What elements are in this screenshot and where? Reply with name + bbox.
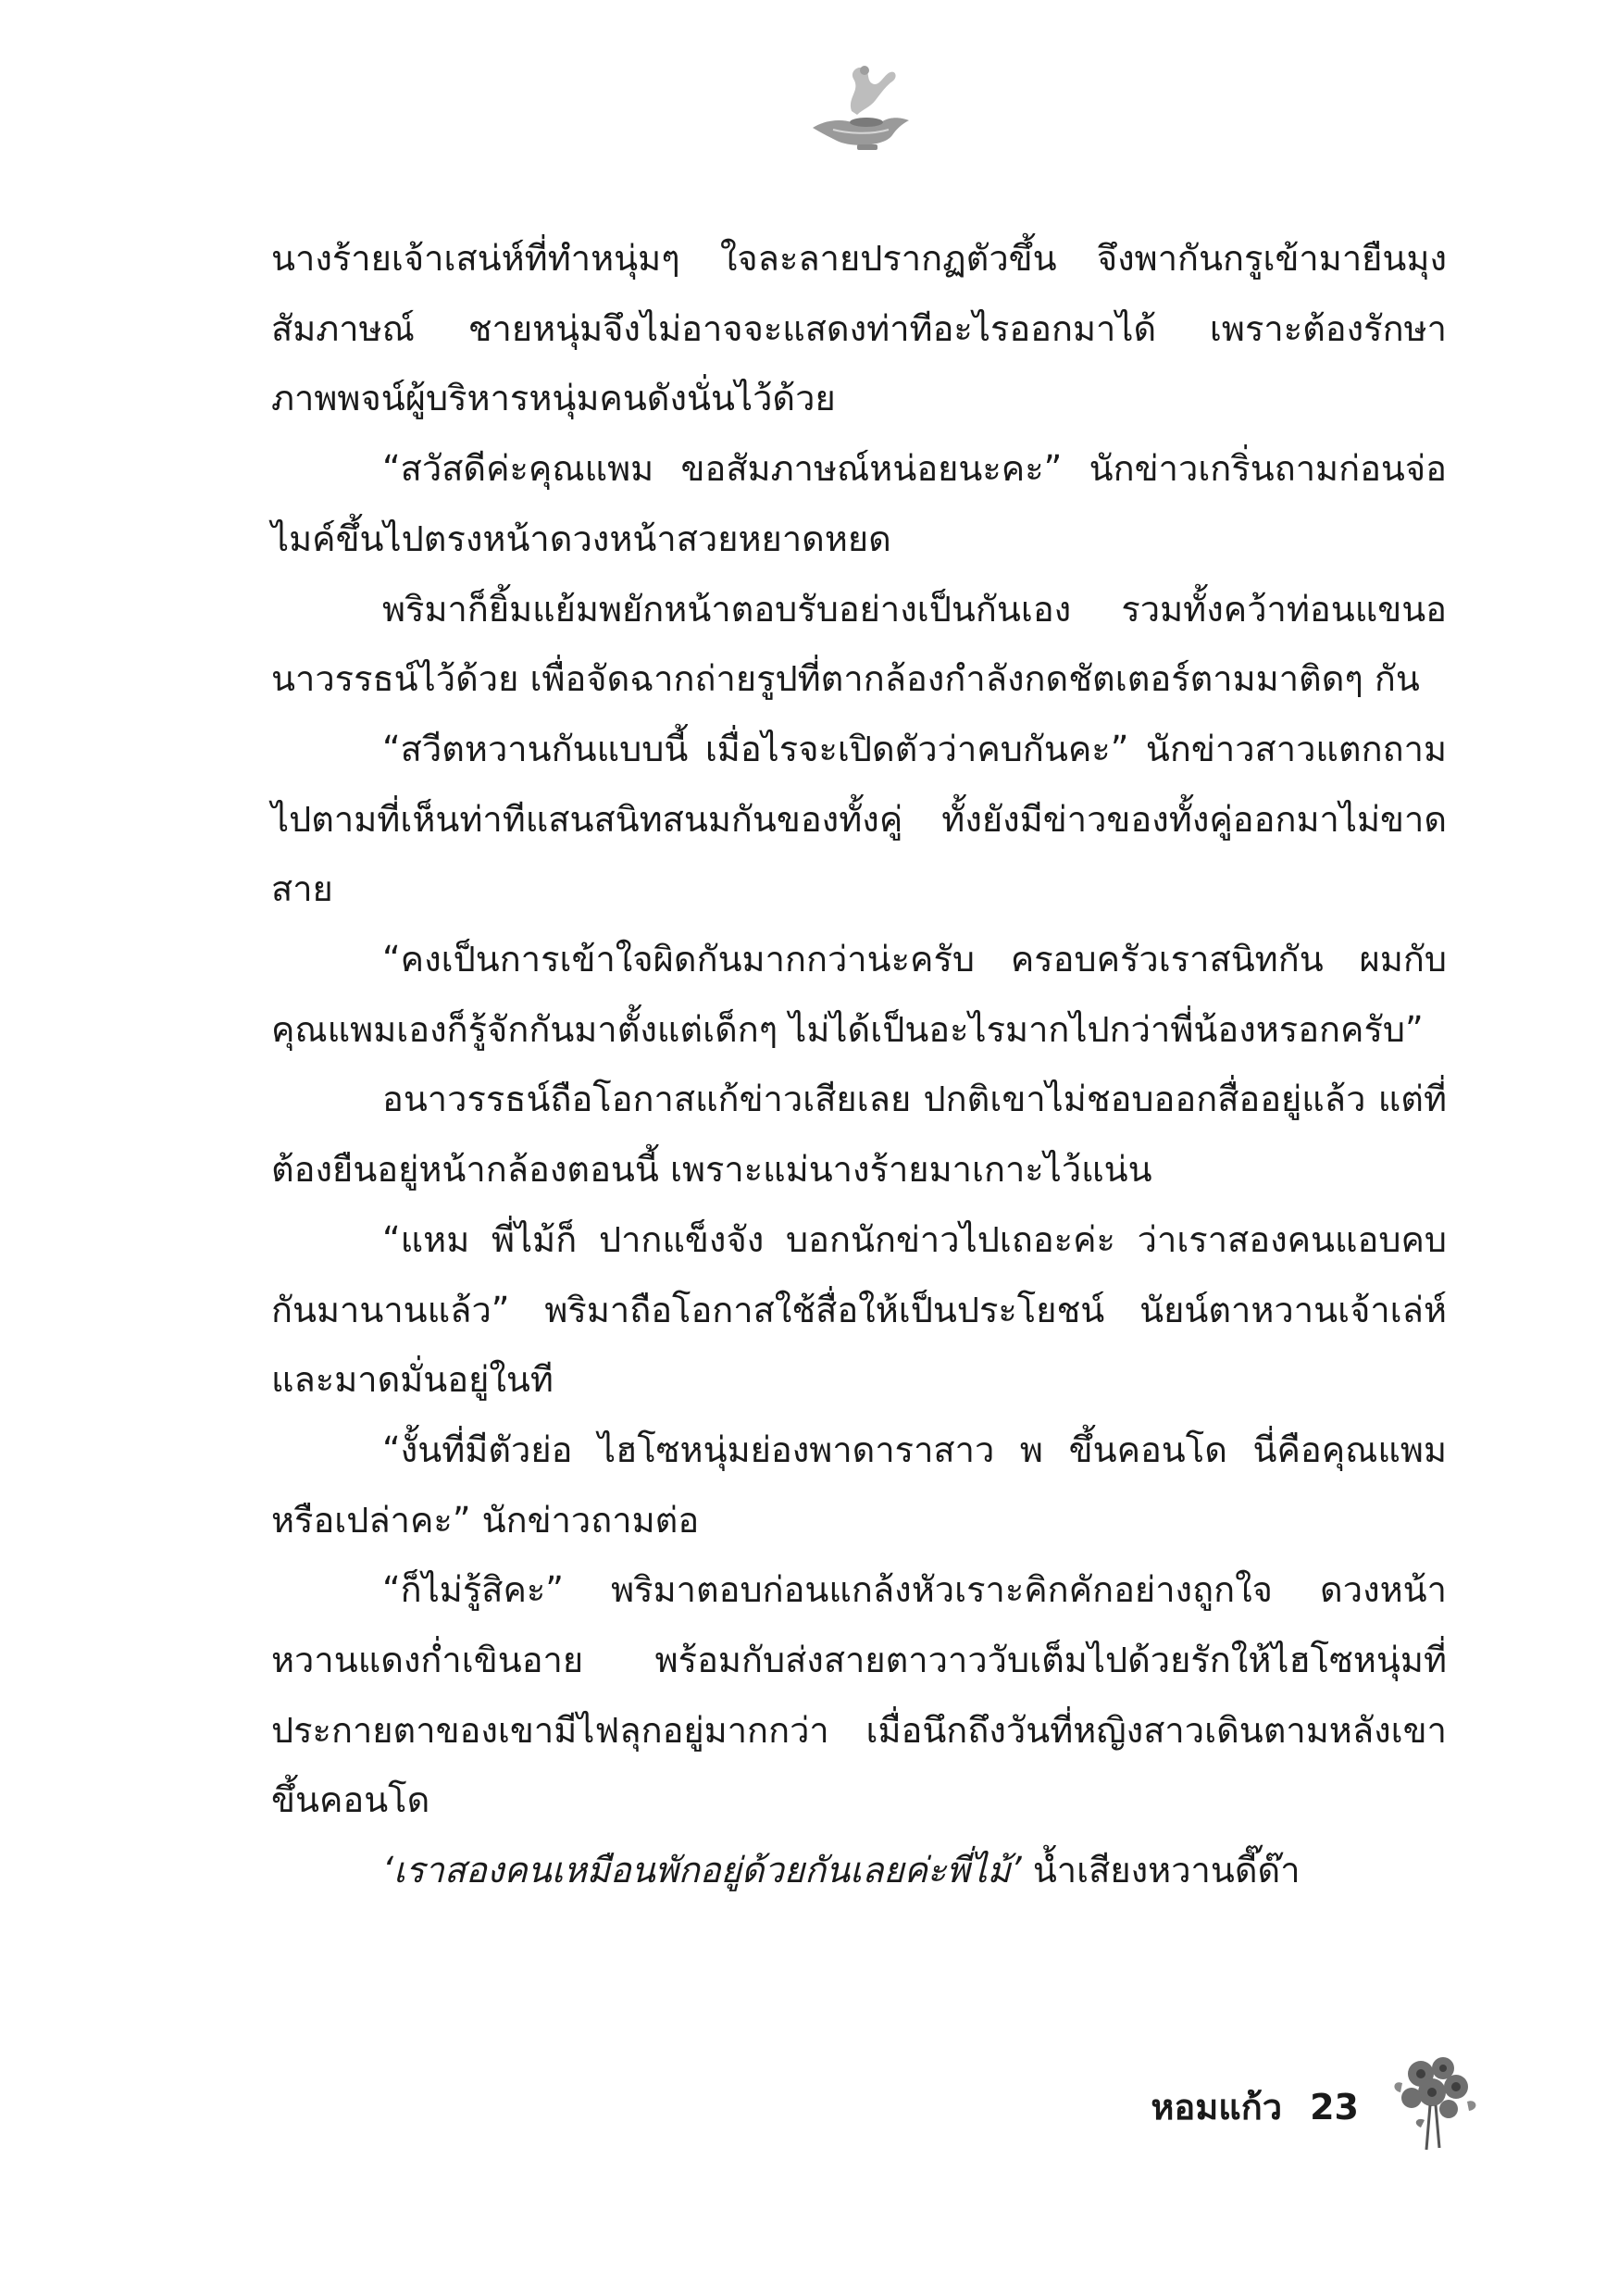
paragraph-last: [271, 1836, 1447, 1906]
paragraph: “งั้นที่มีตัวย่อ ไฮโซหนุ่มย่องพาดาราสาว พ ขึ้นคอนโด นี่คือคุณแพมหรือเปล่าคะ” นักข่าวถามต่อ: [271, 1429, 1447, 1541]
paragraph: “สวัสดีค่ะคุณแพม ขอสัมภาษณ์หน่อยนะคะ” นักข่าวเกริ่นถามก่อนจ่อไมค์ขึ้นไปตรงหน้าดวงหน้าสวยหยาดหยด: [271, 448, 1447, 559]
flower-bouquet-icon: [1384, 2046, 1486, 2157]
paragraph: “คงเป็นการเข้าใจผิดกันมากกว่าน่ะครับ ครอบครัวเราสนิทกัน ผมกับคุณแพมเองก็รู้จักกันมาตั้งแต่เด็กๆ ไม่ได้เป็นอะไรมากไปกว่าพี่น้องหรอกครับ”: [271, 939, 1447, 1050]
book-title: หอมแก้ว: [1151, 2087, 1283, 2128]
paragraph: อนาวรรธน์ถือโอกาสแก้ข่าวเสียเลย ปกติเขาไม่ชอบออกสื่ออยู่แล้ว แต่ที่ต้องยืนอยู่หน้ากล้องตอนนี้ เพราะแม่นางร้ายมาเกาะไว้แน่น: [271, 1079, 1447, 1191]
paragraph: พริมาก็ยิ้มแย้มพยักหน้าตอบรับอย่างเป็นกันเอง รวมทั้งคว้าท่อนแขนอนาวรรธน์ไว้ด้วย เพื่อจัดฉากถ่ายรูปที่ตากล้องกำลังกดชัตเตอร์ตามมาติดๆ กัน: [271, 588, 1447, 700]
paragraph: “ก็ไม่รู้สิคะ” พริมาตอบก่อนแกล้งหัวเราะคิกคักอย่างถูกใจ ดวงหน้าหวานแดงก่ำเขินอาย พร้อมกับส่งสายตาวาววับเต็มไปด้วยรักให้ไฮโซหนุ่มที่ประกายตาของเขามีไฟลุกอยู่มากกว่า เมื่อนึกถึงวันที่หญิงสาวเดินตามหลังเขาขึ้นคอนโด: [271, 1569, 1447, 1821]
italic-quote: ‘เราสองคนเหมือนพักอยู่ด้วยกันเลยค่ะพี่ไม้’: [382, 1850, 1022, 1891]
body-text: [271, 224, 1447, 1906]
paragraph: “สวีตหวานกันแบบนี้ เมื่อไรจะเปิดตัวว่าคบกันคะ” นักข่าวสาวแตกถามไปตามที่เห็นท่าทีแสนสนิทสนมกันของทั้งคู่ ทั้งยังมีข่าวของทั้งคู่ออกมาไม่ขาดสาย: [271, 728, 1447, 910]
page-footer: [1151, 2078, 1359, 2135]
paragraph-continuation: น้ำเสียงหวานดี๊ด๊า: [1021, 1850, 1301, 1891]
page-number: 23: [1310, 2086, 1359, 2128]
paragraph: “แหม พี่ไม้ก็ ปากแข็งจัง บอกนักข่าวไปเถอะค่ะ ว่าเราสองคนแอบคบกันมานานแล้ว” พริมาถือโอกาสใช้สื่อให้เป็นประโยชน์ นัยน์ตาหวานเจ้าเล่ห์และมาดมั่นอยู่ในที: [271, 1218, 1447, 1401]
paragraph: นางร้ายเจ้าเสน่ห์ที่ทำหนุ่มๆ ใจละลายปรากฏตัวขึ้น จึงพากันกรูเข้ามายืนมุงสัมภาษณ์ ชายหนุ่มจึงไม่อาจจะแสดงท่าทีอะไรออกมาได้ เพราะต้องรักษาภาพพจน์ผู้บริหารหนุ่มคนดังนั่นไว้ด้วย: [271, 238, 1447, 419]
genie-lamp-icon: [796, 56, 926, 157]
